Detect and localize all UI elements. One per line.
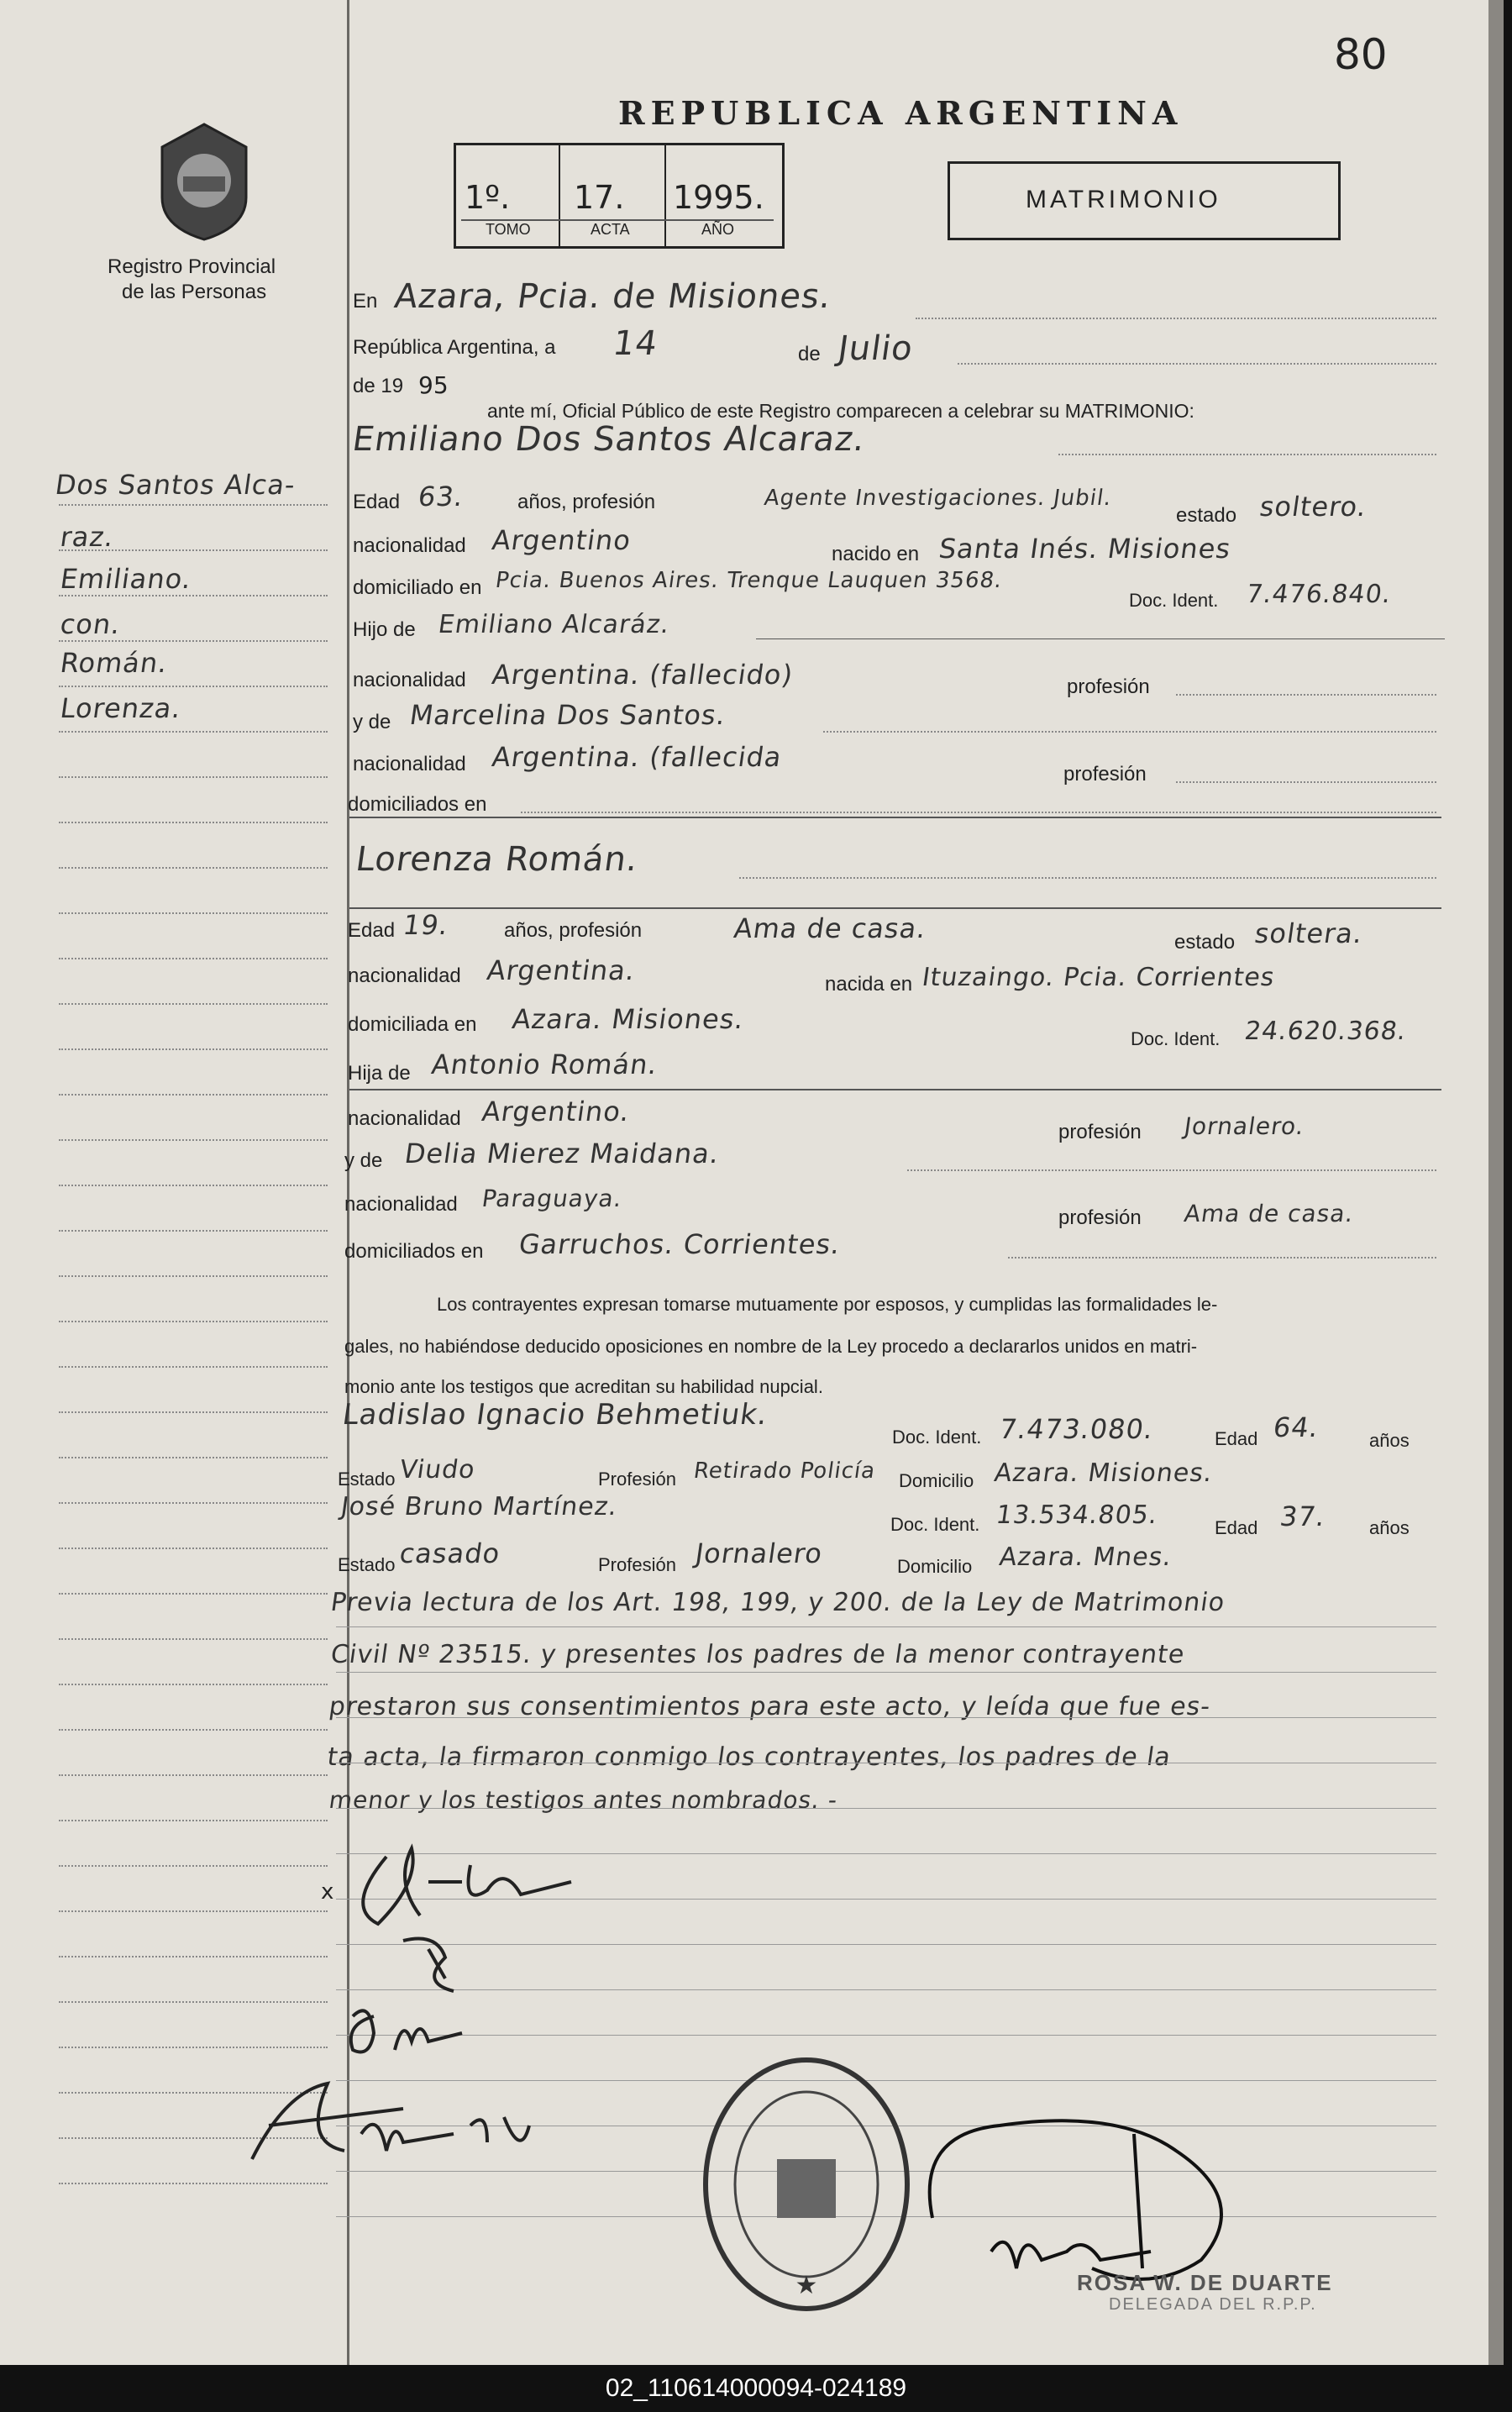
- groom-name: Emiliano Dos Santos Alcaraz.: [349, 420, 869, 459]
- footer-id: 02_110614000094-024189: [0, 2365, 1512, 2412]
- matrimonio-box: [948, 161, 1341, 240]
- witness1-domicilio: Azara. Misiones.: [992, 1458, 1215, 1488]
- witness1-estado-label: Estado: [338, 1469, 396, 1490]
- bride-nac-madre: Paraguaya.: [480, 1185, 625, 1212]
- groom-estado: soltero.: [1257, 491, 1369, 523]
- declaration-line: Los contrayentes expresan tomarse mutuamente por esposos, y cumplidas las formalidades le-: [437, 1294, 1218, 1315]
- groom-nacionalidad: Argentino: [490, 524, 633, 556]
- witness1-name: Ladislao Ignacio Behmetiuk.: [340, 1398, 770, 1432]
- margin-rule: [59, 1366, 328, 1368]
- groom-padre: Emiliano Alcaráz.: [436, 610, 672, 639]
- margin-rule: [59, 1185, 328, 1186]
- body-rule: [336, 1672, 1436, 1673]
- witness1-domicilio-label: Domicilio: [899, 1470, 974, 1491]
- intro-statement: ante mí, Oficial Público de este Registro comparecen a celebrar su MATRIMONIO:: [487, 400, 1194, 422]
- margin-note: con.: [58, 608, 123, 640]
- bride-estado: soltera.: [1252, 917, 1365, 949]
- margin-rule: [59, 1003, 328, 1005]
- marriage-month: Julio: [835, 329, 916, 368]
- groom-edad-label: Edad: [353, 491, 401, 513]
- witness1-profesion: Retirado Policía: [691, 1458, 878, 1484]
- margin-rule: [59, 595, 328, 596]
- margin-rule: [59, 1230, 328, 1232]
- groom-domicilio-label: domiciliado en: [353, 576, 482, 599]
- witness2-estado-label: Estado: [338, 1554, 396, 1575]
- margin-note: Emiliano.: [58, 563, 194, 595]
- page-number: 80: [1334, 30, 1388, 79]
- notes-line: ta acta, la firmaron conmigo los contrayentes, los padres de la: [325, 1742, 1173, 1772]
- groom-yde-label: y de: [353, 711, 391, 733]
- margin-rule: [59, 731, 328, 733]
- official-title-stamp: DELEGADA DEL R.P.P.: [1109, 2295, 1317, 2314]
- margin-rule: [59, 1094, 328, 1096]
- margin-rule: [59, 958, 328, 959]
- groom-profesion-label: años, profesión: [517, 491, 656, 513]
- official-stamp: [697, 2050, 916, 2319]
- margin-rule: [59, 912, 328, 914]
- margin-rule: [59, 1548, 328, 1549]
- margin-rule: [59, 1820, 328, 1821]
- bride-nacionalidad: Argentina.: [485, 954, 638, 986]
- document-title: REPUBLICA ARGENTINA: [618, 94, 1184, 132]
- bride-edad: 19.: [401, 909, 451, 941]
- margin-rule: [59, 1910, 328, 1912]
- bride-prof-padre-label: profesión: [1058, 1121, 1142, 1143]
- bride-nac-padre-label: nacionalidad: [348, 1107, 461, 1130]
- body-rule: [336, 1626, 1436, 1627]
- groom-domiciliados-label: domiciliados en: [348, 793, 487, 816]
- margin-note: raz.: [58, 521, 117, 553]
- witness1-edad: 64.: [1271, 1411, 1321, 1443]
- acta-label: ACTA: [591, 221, 630, 238]
- tomo-value: 1º.: [465, 179, 511, 216]
- witness1-doc-label: Doc. Ident.: [892, 1427, 982, 1448]
- witness2-doc: 13.534.805.: [994, 1500, 1160, 1530]
- year-suffix: 95: [418, 371, 449, 399]
- margin-rule: [59, 1956, 328, 1957]
- margin-rule: [59, 1275, 328, 1277]
- groom-nacido: Santa Inés. Misiones: [937, 533, 1233, 565]
- witness1-edad-label: Edad: [1215, 1428, 1258, 1449]
- margin-rule: [59, 1502, 328, 1504]
- margin-note: Dos Santos Alca-: [53, 469, 298, 501]
- bride-yde-label: y de: [344, 1149, 383, 1172]
- record-box: [454, 143, 785, 249]
- notes-line: Civil Nº 23515. y presentes los padres de la menor contrayente: [328, 1640, 1187, 1669]
- notes-line: Previa lectura de los Art. 198, 199, y 200. de la Ley de Matrimonio: [328, 1588, 1227, 1617]
- bride-nacida: Ituzaingo. Pcia. Corrientes: [920, 963, 1277, 992]
- margin-note: Román.: [58, 647, 171, 679]
- witness2-edad-label: Edad: [1215, 1517, 1258, 1538]
- witness2-profesion-label: Profesión: [598, 1554, 676, 1575]
- groom-prof-padre-label: profesión: [1067, 675, 1150, 698]
- margin-rule: [59, 2001, 328, 2003]
- svg-text:★: ★: [795, 2271, 818, 2300]
- margin-rule: [59, 2047, 328, 2048]
- acta-value: 17.: [574, 179, 625, 216]
- margin-rule: [59, 1638, 328, 1640]
- margin-rule: [59, 776, 328, 778]
- witness2-domicilio-label: Domicilio: [897, 1556, 973, 1577]
- en-label: En: [353, 290, 378, 313]
- bride-nacionalidad-label: nacionalidad: [348, 964, 461, 987]
- groom-doc-label: Doc. Ident.: [1129, 590, 1219, 611]
- bride-padre: Antonio Román.: [429, 1048, 660, 1080]
- bride-name: Lorenza Román.: [353, 840, 642, 879]
- bride-domicilio-label: domiciliada en: [348, 1013, 477, 1036]
- groom-nac-padre: Argentina. (fallecido): [490, 659, 795, 691]
- bride-prof-padre: Jornalero.: [1182, 1112, 1307, 1140]
- groom-madre: Marcelina Dos Santos.: [407, 699, 728, 731]
- margin-rule: [59, 867, 328, 869]
- bride-profesion: Ama de casa.: [732, 912, 929, 944]
- margin-rule: [59, 1139, 328, 1141]
- margin-rule: [59, 1411, 328, 1413]
- groom-edad: 63.: [416, 481, 466, 512]
- svg-text:x: x: [321, 1879, 334, 1905]
- margin-rule: [59, 1457, 328, 1458]
- groom-doc: 7.476.840.: [1244, 580, 1394, 609]
- bride-nacida-label: nacida en: [825, 973, 913, 996]
- marriage-day: 14: [610, 324, 661, 363]
- margin-note: Lorenza.: [58, 692, 184, 724]
- bride-estado-label: estado: [1174, 931, 1236, 954]
- notes-line: menor y los testigos antes nombrados. -: [327, 1786, 840, 1814]
- bride-madre: Delia Mierez Maidana.: [402, 1138, 722, 1169]
- groom-prof-madre-label: profesión: [1063, 763, 1147, 786]
- signature-contrayente-1: [319, 1831, 622, 1999]
- page-edge: [1488, 0, 1504, 2365]
- witness2-doc-label: Doc. Ident.: [890, 1514, 980, 1535]
- bride-hija-label: Hija de: [348, 1062, 411, 1085]
- bride-nac-padre: Argentino.: [480, 1096, 633, 1127]
- signature-oficial: [899, 2100, 1302, 2294]
- groom-profesion: Agente Investigaciones. Jubil.: [762, 486, 1114, 511]
- bride-domiciliados: Garruchos. Corrientes.: [517, 1228, 843, 1260]
- official-name-stamp: ROSA W. DE DUARTE: [1077, 2270, 1333, 2295]
- body-rule: [336, 1717, 1436, 1718]
- registry-emblem: [150, 118, 259, 244]
- margin-rule: [59, 549, 328, 551]
- declaration-line: gales, no habiéndose deducido oposiciones en nombre de la Ley procedo a declararlos unidos en matri-: [344, 1336, 1198, 1357]
- bride-doc-label: Doc. Ident.: [1131, 1028, 1221, 1049]
- witness2-estado: casado: [397, 1537, 503, 1569]
- registry-name-line1: Registro Provincial: [108, 255, 276, 278]
- ano-value: 1995.: [673, 179, 764, 216]
- witness2-domicilio: Azara. Mnes.: [997, 1542, 1174, 1572]
- groom-hijo-label: Hijo de: [353, 618, 416, 641]
- witness2-anos-label: años: [1369, 1517, 1410, 1538]
- bride-edad-label: Edad: [348, 919, 396, 942]
- year-prefix: de 19: [353, 375, 404, 397]
- bride-doc: 24.620.368.: [1242, 1017, 1409, 1046]
- margin-rule: [59, 1321, 328, 1322]
- bride-prof-madre: Ama de casa.: [1182, 1200, 1356, 1227]
- margin-rule: [59, 1048, 328, 1050]
- margin-rule: [59, 1684, 328, 1685]
- groom-domicilio: Pcia. Buenos Aires. Trenque Lauquen 3568.: [493, 568, 1005, 593]
- bride-profesion-label: años, profesión: [504, 919, 643, 942]
- marriage-place: Azara, Pcia. de Misiones.: [391, 277, 834, 316]
- registry-name-line2: de las Personas: [122, 281, 267, 303]
- groom-nac-madre: Argentina. (fallecida: [490, 741, 785, 773]
- witness2-name: José Bruno Martínez.: [339, 1492, 620, 1521]
- margin-rule: [59, 686, 328, 687]
- margin-rule: [59, 822, 328, 823]
- groom-nac-madre-label: nacionalidad: [353, 753, 466, 775]
- groom-nacionalidad-label: nacionalidad: [353, 534, 466, 557]
- republica-label: República Argentina, a: [353, 336, 556, 359]
- groom-nac-padre-label: nacionalidad: [353, 669, 466, 691]
- margin-rule: [59, 1593, 328, 1595]
- margin-rule: [59, 640, 328, 642]
- de-label: de: [798, 343, 821, 365]
- margin-rule: [59, 1729, 328, 1731]
- ano-label: AÑO: [701, 221, 735, 238]
- tomo-label: TOMO: [486, 221, 531, 238]
- notes-line: prestaron sus consentimientos para este acto, y leída que fue es-: [327, 1692, 1213, 1721]
- witness1-estado: Viudo: [397, 1455, 478, 1485]
- groom-nacido-label: nacido en: [832, 543, 920, 565]
- witness1-profesion-label: Profesión: [598, 1469, 676, 1490]
- bride-nac-madre-label: nacionalidad: [344, 1193, 458, 1216]
- body-rule: [336, 1808, 1436, 1809]
- declaration-line: monio ante los testigos que acreditan su habilidad nupcial.: [344, 1376, 823, 1397]
- signature-testigo: [235, 2058, 588, 2193]
- groom-estado-label: estado: [1176, 504, 1237, 527]
- witness2-edad: 37.: [1278, 1500, 1328, 1532]
- margin-rule: [59, 1774, 328, 1776]
- margin-rule: [59, 1865, 328, 1867]
- bride-domicilio: Azara. Misiones.: [510, 1003, 747, 1035]
- witness2-profesion: Jornalero: [693, 1537, 825, 1569]
- margin-rule: [59, 504, 328, 506]
- witness1-doc: 7.473.080.: [997, 1413, 1156, 1445]
- bride-domiciliados-label: domiciliados en: [344, 1240, 484, 1263]
- witness1-anos-label: años: [1369, 1430, 1410, 1451]
- matrimonio-label: MATRIMONIO: [1026, 186, 1221, 213]
- bride-prof-madre-label: profesión: [1058, 1206, 1142, 1229]
